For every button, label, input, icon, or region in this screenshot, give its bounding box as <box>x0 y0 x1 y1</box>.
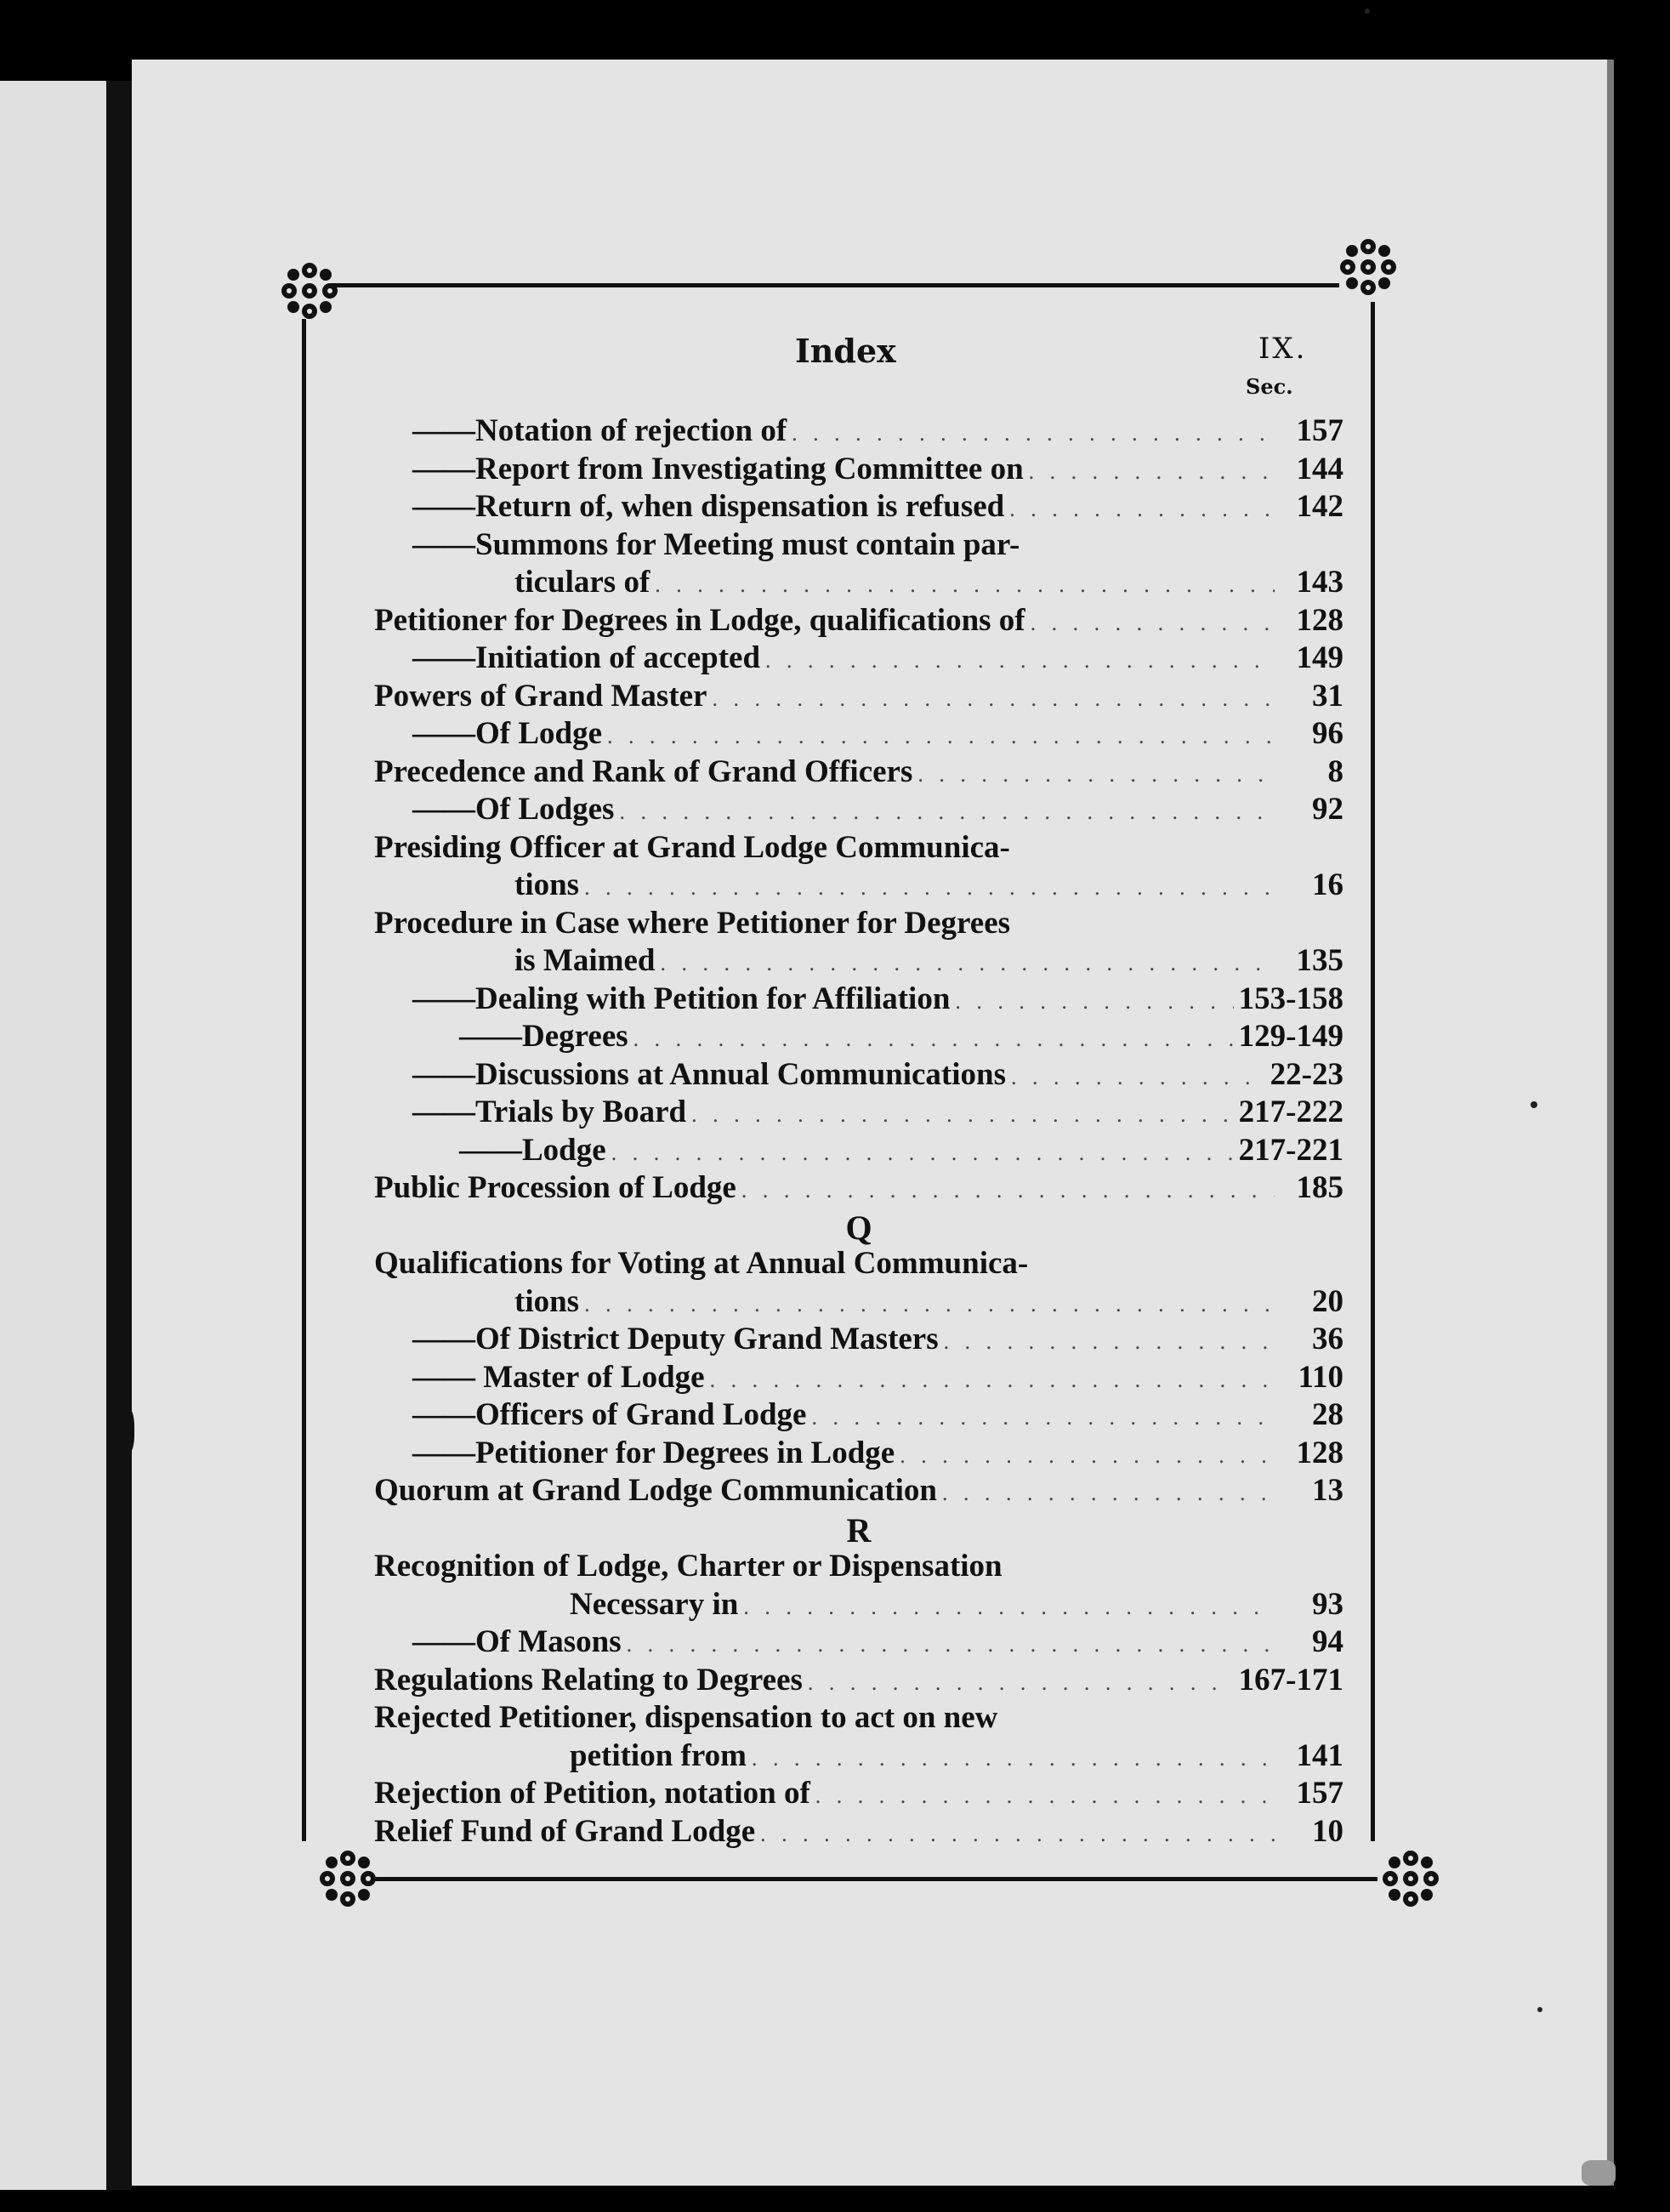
index-entry <box>374 1548 1343 1586</box>
index-entry <box>374 905 1343 943</box>
dot-leader <box>1011 1065 1265 1090</box>
index-entry-label: ——Discussions at Annual Communications <box>412 1056 1007 1092</box>
index-entry-section-number: 217-221 <box>1238 1132 1343 1168</box>
frame-bottom-rule <box>374 1877 1377 1881</box>
index-section-letter: Q <box>845 1208 872 1245</box>
index-entry-label: ——Officers of Grand Lodge <box>412 1397 807 1432</box>
frame-top-rule <box>332 283 1339 287</box>
index-entry-section-number: 28 <box>1312 1397 1343 1432</box>
page-title: Index <box>795 332 896 370</box>
index-entry-section-number: 94 <box>1312 1624 1343 1659</box>
index-entry-section-number: 16 <box>1312 867 1343 902</box>
index-entry-section-number: 144 <box>1296 451 1343 486</box>
index-entry <box>374 1245 1343 1283</box>
index-entry-label: ——Petitioner for Degrees in Lodge <box>412 1435 895 1470</box>
index-entry-label: Qualifications for Voting at Annual Communica- <box>374 1246 1029 1281</box>
index-entry-section-number: 185 <box>1296 1170 1343 1205</box>
dot-leader <box>1031 611 1275 636</box>
index-entry-label: tions <box>514 867 580 902</box>
page-header <box>374 332 1335 417</box>
index-entry-section-number: 128 <box>1296 1435 1343 1470</box>
index-entry <box>374 1018 1343 1056</box>
index-entry <box>374 867 1343 905</box>
index-entry-section-number: 96 <box>1312 716 1343 751</box>
index-entry <box>374 1283 1343 1322</box>
dot-leader <box>808 1670 1234 1696</box>
dot-leader <box>627 1632 1275 1658</box>
index-entry <box>374 1472 1343 1510</box>
dot-leader <box>611 1140 1234 1166</box>
dot-leader <box>792 421 1275 446</box>
dot-leader <box>633 1026 1234 1052</box>
index-entry <box>374 640 1343 678</box>
index-entry-label: Procedure in Case where Petitioner for Degrees <box>374 905 1011 941</box>
index-entry <box>374 942 1343 981</box>
index-entry-section-number: 8 <box>1327 753 1343 789</box>
index-entry-section-number: 157 <box>1296 413 1343 448</box>
index-entry <box>374 1435 1343 1473</box>
dot-leader <box>712 686 1275 712</box>
index-entry-section-number: 142 <box>1296 489 1343 524</box>
corner-ornament-icon <box>1335 234 1401 300</box>
index-entry-section-number: 31 <box>1312 678 1343 714</box>
index-entry <box>374 981 1343 1019</box>
index-entry-label: Necessary in <box>570 1586 739 1622</box>
index-entry <box>374 1359 1343 1397</box>
index-entry <box>374 1056 1343 1095</box>
dot-leader <box>765 648 1275 674</box>
index-entry-label: Petitioner for Degrees in Lodge, qualifications of <box>374 602 1025 638</box>
dot-leader <box>584 1292 1275 1317</box>
dot-leader <box>1009 497 1275 522</box>
index-entry-label: Powers of Grand Master <box>374 678 707 714</box>
index-entry-label: petition from <box>570 1737 747 1773</box>
index-entry-section-number: 13 <box>1312 1473 1343 1508</box>
index-entry-section-number: 167-171 <box>1238 1662 1343 1697</box>
index-entry-label: ——Of Lodges <box>412 792 615 827</box>
index-entry-label: ——Return of, when dispensation is refused <box>412 489 1005 524</box>
index-entry-label: ——Summons for Meeting must contain par- <box>412 526 1020 562</box>
index-entry <box>374 1169 1343 1208</box>
index-entry-section-number: 36 <box>1312 1322 1343 1356</box>
dot-leader <box>944 1329 1275 1355</box>
index-entry <box>374 753 1343 792</box>
index-entry-label: ——Degrees <box>459 1019 628 1054</box>
page-number: IX. <box>1258 332 1308 366</box>
index-entry <box>374 526 1343 565</box>
index-entry-section-number: 128 <box>1296 602 1343 638</box>
dot-leader <box>607 724 1275 749</box>
index-entry <box>374 1699 1343 1737</box>
index-entry-label: ticulars of <box>514 565 650 600</box>
index-entry-section-number: 92 <box>1312 792 1343 827</box>
index-entry-section-number: 110 <box>1298 1359 1343 1395</box>
index-entry <box>374 451 1343 489</box>
index-entry <box>374 1623 1343 1662</box>
index-entry-label: ——Lodge <box>459 1132 606 1168</box>
frame-left-rule <box>302 319 306 1841</box>
index-entry-section-number: 217-222 <box>1238 1095 1343 1129</box>
dot-leader <box>710 1368 1275 1393</box>
index-entry-label: ——Notation of rejection of <box>412 413 787 448</box>
index-entry <box>374 791 1343 829</box>
index-entry-label: ——Initiation of accepted <box>412 640 761 675</box>
index-entry-section-number: 157 <box>1296 1776 1343 1811</box>
index-entry-section-number: 129-149 <box>1238 1019 1343 1054</box>
dot-leader <box>584 875 1275 901</box>
section-column-label: Sec. <box>1246 374 1293 399</box>
index-entry-section-number: 135 <box>1296 943 1343 978</box>
dot-leader <box>691 1102 1234 1128</box>
index-entry-section-number: 93 <box>1312 1586 1343 1622</box>
dot-leader <box>1029 459 1275 485</box>
index-entry <box>374 564 1343 602</box>
index-entry <box>374 488 1343 526</box>
dot-leader <box>815 1783 1275 1809</box>
index-entry-label: Rejected Petitioner, dispensation to act on new <box>374 1700 998 1735</box>
index-entries <box>374 412 1343 1851</box>
index-entry <box>374 1321 1343 1359</box>
dot-leader <box>760 1822 1275 1847</box>
index-section-letter: R <box>846 1510 872 1548</box>
index-entry-label: ——Dealing with Petition for Affiliation <box>412 981 951 1016</box>
index-entry-label: tions <box>514 1283 580 1319</box>
dot-leader <box>660 951 1275 976</box>
dot-leader <box>655 572 1275 598</box>
index-entry-label: ——Of Masons <box>412 1624 622 1659</box>
index-entry-label: Quorum at Grand Lodge Communication <box>374 1473 937 1508</box>
index-entry-label: Regulations Relating to Degrees <box>374 1662 803 1697</box>
dot-leader <box>752 1746 1275 1771</box>
dot-leader <box>743 1595 1275 1620</box>
scan-speck <box>1537 2007 1542 2012</box>
index-entry-section-number: 153-158 <box>1238 981 1343 1016</box>
dot-leader <box>917 762 1275 788</box>
index-entry-section-number: 149 <box>1296 640 1343 675</box>
dot-leader <box>619 799 1275 825</box>
index-entry-label: ——Of District Deputy Grand Masters <box>412 1322 939 1356</box>
index-entry <box>374 1396 1343 1435</box>
corner-ornament-icon <box>315 1845 381 1912</box>
index-entry-label: ——Trials by Board <box>412 1095 687 1129</box>
index-entry <box>374 1094 1343 1132</box>
index-entry <box>374 1775 1343 1813</box>
index-entry <box>374 1662 1343 1700</box>
index-entry-label: Relief Fund of Grand Lodge <box>374 1813 756 1849</box>
index-entry <box>374 1737 1343 1776</box>
index-entry <box>374 1586 1343 1624</box>
index-entry-label: ——Report from Investigating Committee on <box>412 451 1024 486</box>
index-entry-section-number: 143 <box>1296 565 1343 600</box>
index-entry-label: ——Of Lodge <box>412 716 603 751</box>
dot-leader <box>955 989 1233 1015</box>
scan-speck <box>1531 1101 1537 1108</box>
index-entry-label: Public Procession of Lodge <box>374 1170 736 1205</box>
index-entry-section-number: 141 <box>1296 1737 1343 1773</box>
index-entry <box>374 602 1343 640</box>
index-entry-label: Rejection of Petition, notation of <box>374 1776 810 1811</box>
index-entry-label: Presiding Officer at Grand Lodge Communica- <box>374 829 1010 865</box>
index-entry-section-number: 10 <box>1312 1813 1343 1849</box>
index-entry <box>374 715 1343 753</box>
page-edge-shadow <box>1607 60 1614 2186</box>
scan-smudge <box>119 1407 134 1454</box>
facing-page-edge <box>0 81 106 2190</box>
index-entry-section-number: 22-23 <box>1270 1056 1343 1092</box>
index-entry <box>374 412 1343 451</box>
index-entry <box>374 678 1343 716</box>
dot-leader <box>900 1443 1275 1469</box>
dot-leader <box>811 1405 1275 1430</box>
book-gutter <box>106 81 132 2190</box>
page-corner-mark <box>1582 2160 1616 2186</box>
index-entry <box>374 829 1343 867</box>
index-entry <box>374 1132 1343 1170</box>
scan-speck <box>1365 9 1370 14</box>
index-entry-label: Recognition of Lodge, Charter or Dispensation <box>374 1549 1003 1584</box>
corner-ornament-icon <box>276 258 343 324</box>
index-entry-label: Precedence and Rank of Grand Officers <box>374 753 913 789</box>
index-entry-section-number: 20 <box>1312 1283 1343 1319</box>
corner-ornament-icon <box>1377 1845 1444 1912</box>
index-entry-label: is Maimed <box>514 943 656 978</box>
dot-leader <box>942 1481 1275 1506</box>
dot-leader <box>741 1178 1275 1203</box>
frame-right-rule <box>1371 302 1375 1841</box>
index-entry <box>374 1813 1343 1851</box>
index-entry-label: —— Master of Lodge <box>412 1359 705 1395</box>
